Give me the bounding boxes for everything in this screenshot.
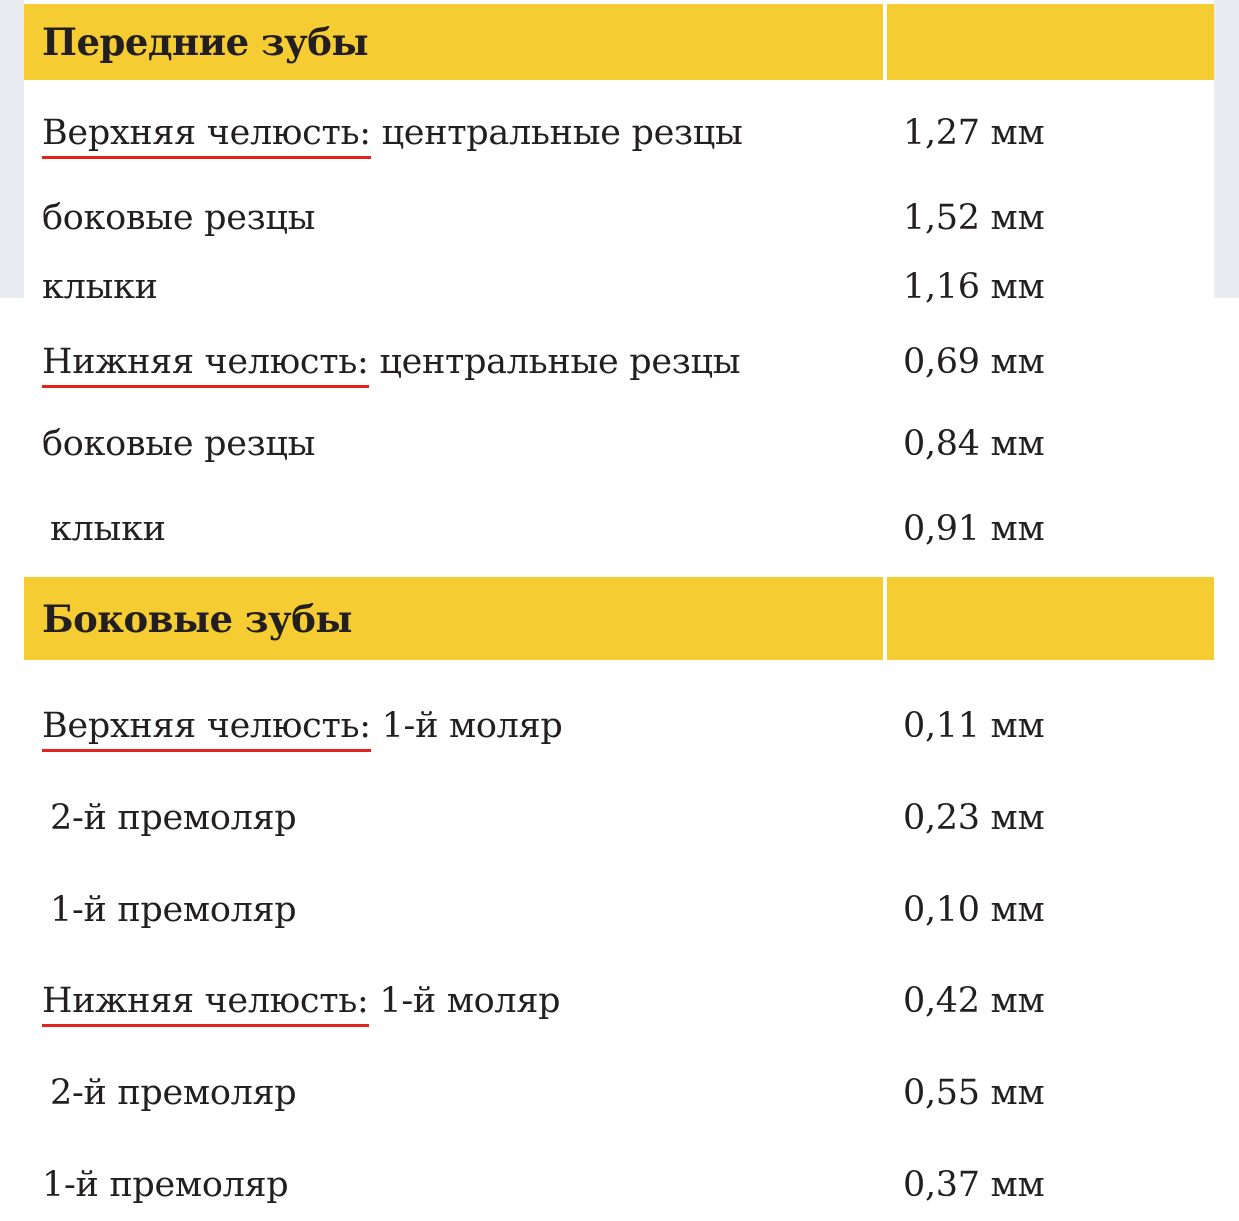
tooth-label: центральные резцы: [368, 342, 741, 382]
tooth-label: 1-й премоляр: [50, 890, 297, 930]
tooth-label: 2-й премоляр: [50, 1073, 297, 1113]
row-label: [42, 981, 560, 1021]
table-row: [0, 267, 1239, 307]
section-title-front: Передние зубы: [42, 20, 369, 64]
table-row: [0, 798, 1239, 838]
table-row: [0, 890, 1239, 930]
tooth-label: центральные резцы: [370, 113, 743, 153]
row-value: 0,42 мм: [903, 981, 1045, 1021]
jaw-label-upper: Верхняя челюсть:: [42, 113, 371, 153]
tooth-label: 2-й премоляр: [50, 798, 297, 838]
row-value: 0,23 мм: [903, 798, 1045, 838]
tooth-label: 1-й моляр: [370, 706, 563, 746]
jaw-label-lower: Нижняя челюсть:: [42, 981, 369, 1021]
row-value: 0,55 мм: [903, 1073, 1045, 1113]
row-value: 0,11 мм: [903, 706, 1045, 746]
row-value: 1,16 мм: [903, 267, 1045, 307]
section-header-side-value-cell: [887, 577, 1214, 660]
row-label: [42, 113, 743, 153]
tooth-label: 1-й моляр: [368, 981, 561, 1021]
jaw-label-upper: Верхняя челюсть:: [42, 706, 371, 746]
row-value: 1,52 мм: [903, 198, 1045, 238]
table-row: [0, 509, 1239, 549]
table-row: [0, 706, 1239, 746]
table-row: [0, 1073, 1239, 1113]
table-row: [0, 424, 1239, 464]
tooth-label: 1-й премоляр: [42, 1165, 289, 1205]
row-value: 0,69 мм: [903, 342, 1045, 382]
row-value: 0,91 мм: [903, 509, 1045, 549]
row-value: 0,10 мм: [903, 890, 1045, 930]
tooth-label: боковые резцы: [42, 424, 316, 464]
tooth-label: клыки: [42, 267, 158, 307]
row-value: 0,37 мм: [903, 1165, 1045, 1205]
table-row: [0, 342, 1239, 382]
row-label: [42, 342, 740, 382]
table-row: [0, 113, 1239, 153]
row-value: 1,27 мм: [903, 113, 1045, 153]
table-row: [0, 1165, 1239, 1205]
row-label: [42, 706, 562, 746]
section-header-front-value-cell: [887, 4, 1214, 80]
jaw-label-lower: Нижняя челюсть:: [42, 342, 369, 382]
row-value: 0,84 мм: [903, 424, 1045, 464]
table-row: [0, 198, 1239, 238]
table-row: [0, 981, 1239, 1021]
tooth-label: клыки: [50, 509, 166, 549]
section-title-side: Боковые зубы: [42, 597, 352, 641]
tooth-label: боковые резцы: [42, 198, 316, 238]
